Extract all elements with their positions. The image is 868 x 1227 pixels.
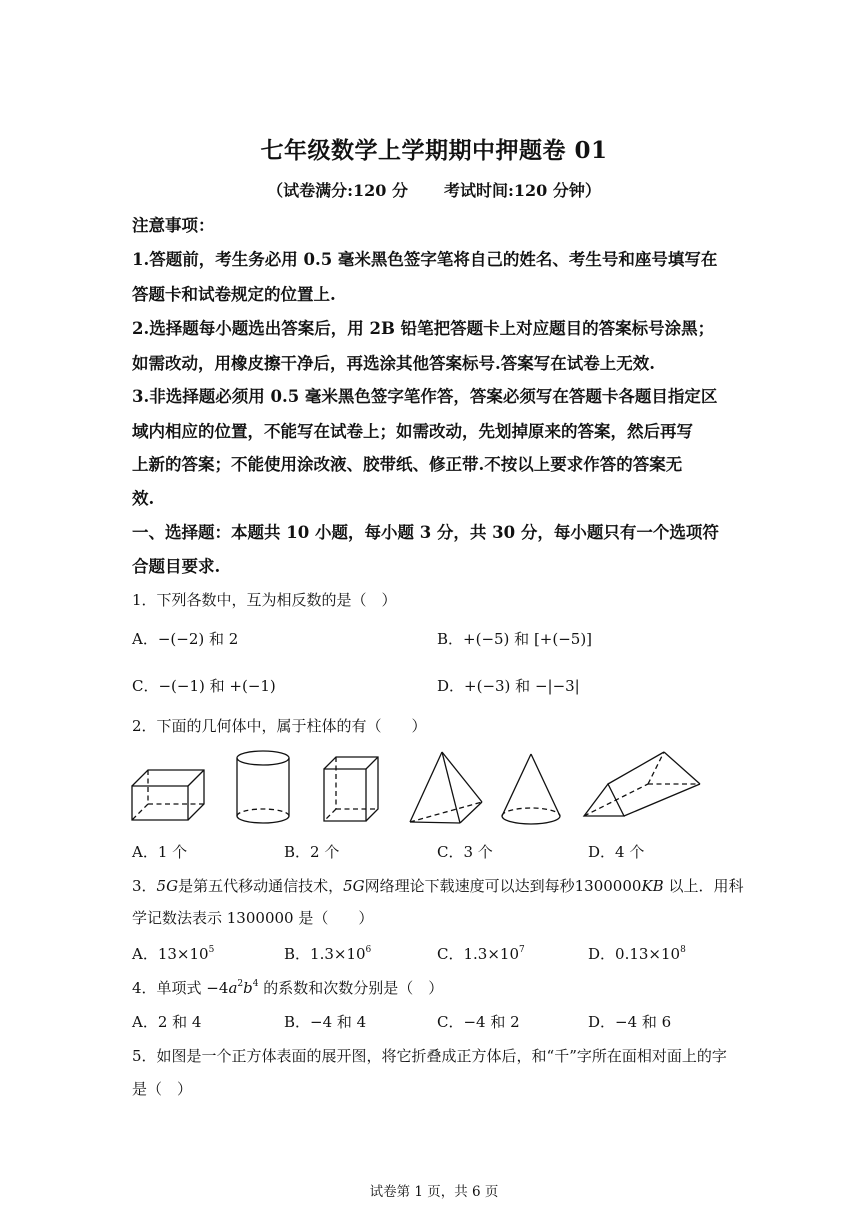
triangular-pyramid-icon <box>408 750 484 826</box>
notice-line: 上新的答案；不能使用涂改液、胶带纸、修正带.不按以上要求作答的答案无 <box>132 455 683 474</box>
question-5-stem-cont: 是（ ） <box>132 1080 193 1098</box>
cuboid-icon <box>130 768 206 824</box>
q1-option-a: A．−(−2) 和 2 <box>132 630 239 648</box>
q2-option-c: C．3 个 <box>437 843 493 861</box>
question-3-stem: 3．5G是第五代移动通信技术，5G网络理论下载速度可以达到每秒1300000KB 以上．用科 <box>132 877 744 895</box>
notice-line: 如需改动，用橡皮擦干净后，再选涂其他答案标号.答案写在试卷上无效. <box>132 354 655 373</box>
q2-option-a: A．1 个 <box>132 843 188 861</box>
section-heading: 一、选择题：本题共 10 小题，每小题 3 分，共 30 分，每小题只有一个选项符 <box>132 523 719 542</box>
question-5-stem: 5．如图是一个正方体表面的展开图，将它折叠成正方体后，和“千”字所在面相对面上的字 <box>132 1047 727 1065</box>
q1-option-b: B．+(−5) 和 [+(−5)] <box>437 630 593 648</box>
q4-option-b: B．−4 和 4 <box>284 1013 367 1031</box>
q2-option-b: B．2 个 <box>284 843 340 861</box>
q4-option-a: A．2 和 4 <box>132 1013 202 1031</box>
notice-line: 2.选择题每小题选出答案后，用 2B 铅笔把答题卡上对应题目的答案标号涂黑； <box>132 319 715 338</box>
q4-option-c: C．−4 和 2 <box>437 1013 520 1031</box>
question-2-stem: 2．下面的几何体中，属于柱体的有（ ） <box>132 717 427 735</box>
q2-option-d: D．4 个 <box>588 843 645 861</box>
q3-option-a: A．$13\times 10^5$ <box>132 945 215 963</box>
exam-title: 七年级数学上学期期中押题卷 01 <box>260 137 608 164</box>
notice-line: 域内相应的位置，不能写在试卷上；如需改动，先划掉原来的答案，然后再写 <box>132 422 693 441</box>
full-score: （试卷满分:120 分 <box>267 181 408 200</box>
q1-option-d: D．+(−3) 和 −|−3| <box>437 677 580 695</box>
section-heading-cont: 合题目要求. <box>132 557 221 576</box>
cylinder-icon <box>235 750 291 825</box>
q4-option-d: D．−4 和 6 <box>588 1013 672 1031</box>
question-4-stem: 4．单项式 $-4a^2b^4$ 的系数和次数分别是（ ） <box>132 979 444 997</box>
notice-line: 3.非选择题必须用 0.5 毫米黑色签字笔作答，答案必须写在答题卡各题目指定区 <box>132 387 718 406</box>
cone-icon <box>500 752 562 828</box>
exam-subtitle <box>0 178 868 201</box>
q3-option-c: C．$1.3\times 10^7$ <box>437 945 525 963</box>
q1-option-c: C．−(−1) 和 +(−1) <box>132 677 276 695</box>
question-3-stem-cont: 学记数法表示 1300000 是（ ） <box>132 909 374 927</box>
q3-option-d: D．$0.13\times 10^8$ <box>588 945 686 963</box>
page-footer: 试卷第 1 页，共 6 页 <box>369 1184 499 1200</box>
question-1-stem: 1．下列各数中，互为相反数的是（ ） <box>132 591 397 609</box>
notice-line: 效. <box>132 489 155 508</box>
notice-line: 答题卡和试卷规定的位置上. <box>132 285 336 304</box>
triangular-prism-icon <box>582 750 702 822</box>
exam-time: 考试时间:120 分钟） <box>444 181 601 200</box>
q3-option-b: B．$1.3\times 10^6$ <box>284 945 372 963</box>
cube-icon <box>322 755 380 825</box>
notice-line: 1.答题前，考生务必用 0.5 毫米黑色签字笔将自己的姓名、考生号和座号填写在 <box>132 250 718 269</box>
notice-heading: 注意事项： <box>132 216 215 235</box>
